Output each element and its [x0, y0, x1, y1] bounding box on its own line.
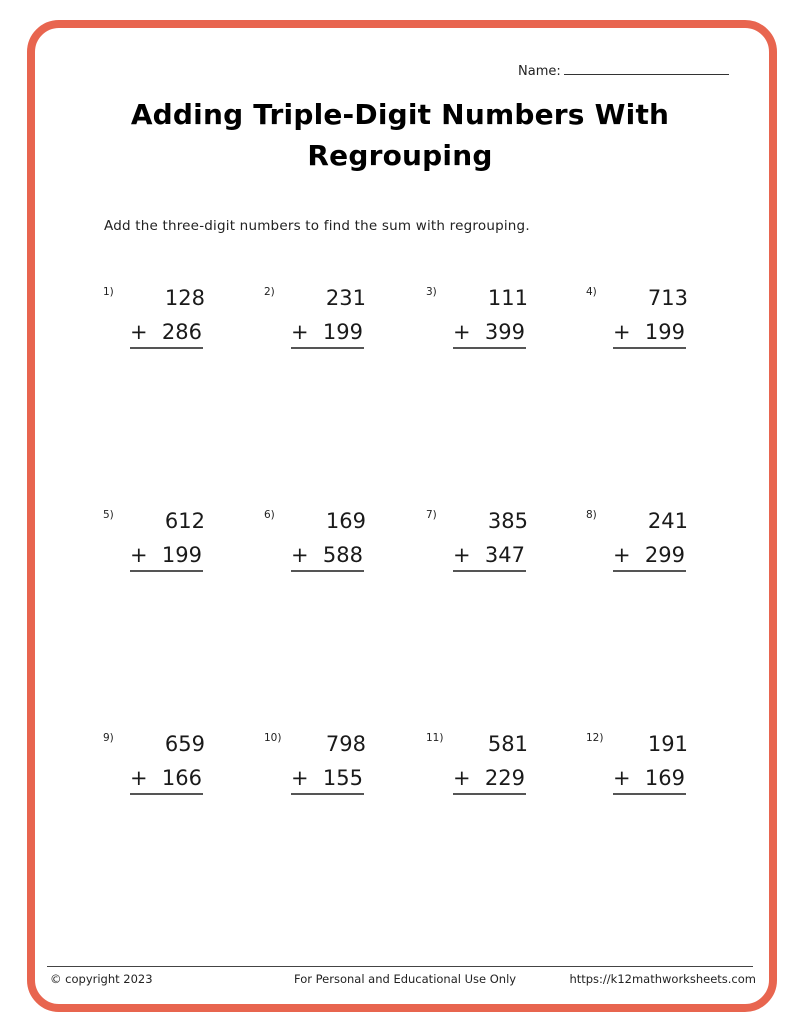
answer-line — [291, 793, 364, 795]
addend-bottom: 286 — [161, 320, 202, 344]
addend-top: 111 — [487, 286, 528, 310]
addend-bottom-row — [291, 543, 363, 567]
plus-sign: + — [130, 320, 148, 344]
problem-11 — [426, 732, 536, 802]
problem-7 — [426, 509, 536, 579]
answer-line — [453, 570, 526, 572]
addend-bottom-row — [613, 766, 685, 790]
footer-divider — [47, 966, 753, 967]
plus-sign: + — [613, 766, 631, 790]
addend-bottom-row — [291, 320, 363, 344]
problem-5 — [103, 509, 213, 579]
problem-10 — [264, 732, 374, 802]
plus-sign: + — [130, 543, 148, 567]
addend-bottom-row — [453, 766, 525, 790]
problem-number: 4) — [586, 286, 597, 298]
problem-number: 6) — [264, 509, 275, 521]
problem-number: 11) — [426, 732, 444, 744]
footer-notice: For Personal and Educational Use Only — [294, 972, 517, 986]
plus-sign: + — [613, 320, 631, 344]
problem-number: 3) — [426, 286, 437, 298]
plus-sign: + — [453, 543, 471, 567]
problem-12 — [586, 732, 696, 802]
answer-line — [613, 570, 686, 572]
footer-url[interactable]: https://k12mathworksheets.com — [569, 972, 756, 986]
name-blank-line[interactable] — [564, 62, 729, 75]
addend-top: 659 — [164, 732, 205, 756]
addend-top: 128 — [164, 286, 205, 310]
answer-line — [291, 570, 364, 572]
addend-top: 169 — [325, 509, 366, 533]
addend-bottom-row — [453, 320, 525, 344]
addend-bottom: 199 — [322, 320, 363, 344]
addend-bottom-row — [291, 766, 363, 790]
problem-number: 5) — [103, 509, 114, 521]
addend-bottom: 347 — [484, 543, 525, 567]
addend-bottom-row — [130, 766, 202, 790]
addend-top: 241 — [647, 509, 688, 533]
problem-9 — [103, 732, 213, 802]
addend-bottom: 169 — [644, 766, 685, 790]
answer-line — [613, 347, 686, 349]
name-field[interactable] — [518, 62, 729, 79]
addend-bottom-row — [130, 320, 202, 344]
addend-bottom: 155 — [322, 766, 363, 790]
answer-line — [130, 570, 203, 572]
problem-number: 8) — [586, 509, 597, 521]
addend-bottom: 166 — [161, 766, 202, 790]
name-label: Name: — [518, 64, 561, 79]
addend-top: 612 — [164, 509, 205, 533]
addend-bottom: 199 — [644, 320, 685, 344]
addend-bottom-row — [453, 543, 525, 567]
plus-sign: + — [613, 543, 631, 567]
worksheet-title: Adding Triple-Digit Numbers With Regrouping — [130, 98, 670, 172]
problem-number: 10) — [264, 732, 282, 744]
plus-sign: + — [453, 766, 471, 790]
plus-sign: + — [453, 320, 471, 344]
answer-line — [453, 347, 526, 349]
problem-number: 1) — [103, 286, 114, 298]
addend-bottom: 399 — [484, 320, 525, 344]
addend-bottom: 588 — [322, 543, 363, 567]
plus-sign: + — [291, 320, 309, 344]
footer-copyright: © copyright 2023 — [50, 972, 153, 986]
answer-line — [130, 347, 203, 349]
problem-1 — [103, 286, 213, 356]
problem-4 — [586, 286, 696, 356]
problem-8 — [586, 509, 696, 579]
answer-line — [613, 793, 686, 795]
answer-line — [130, 793, 203, 795]
problem-2 — [264, 286, 374, 356]
addend-top: 798 — [325, 732, 366, 756]
addend-bottom-row — [130, 543, 202, 567]
addend-bottom-row — [613, 543, 685, 567]
instructions: Add the three-digit numbers to find the sum with regrouping. — [104, 218, 530, 234]
problem-number: 12) — [586, 732, 604, 744]
addend-top: 713 — [647, 286, 688, 310]
answer-line — [291, 347, 364, 349]
problem-number: 7) — [426, 509, 437, 521]
plus-sign: + — [291, 543, 309, 567]
problem-3 — [426, 286, 536, 356]
addend-bottom: 199 — [161, 543, 202, 567]
problem-6 — [264, 509, 374, 579]
problem-number: 2) — [264, 286, 275, 298]
answer-line — [453, 793, 526, 795]
addend-bottom: 299 — [644, 543, 685, 567]
addend-top: 385 — [487, 509, 528, 533]
addend-top: 581 — [487, 732, 528, 756]
addend-bottom-row — [613, 320, 685, 344]
addend-top: 191 — [647, 732, 688, 756]
addend-top: 231 — [325, 286, 366, 310]
addend-bottom: 229 — [484, 766, 525, 790]
problem-number: 9) — [103, 732, 114, 744]
plus-sign: + — [291, 766, 309, 790]
plus-sign: + — [130, 766, 148, 790]
